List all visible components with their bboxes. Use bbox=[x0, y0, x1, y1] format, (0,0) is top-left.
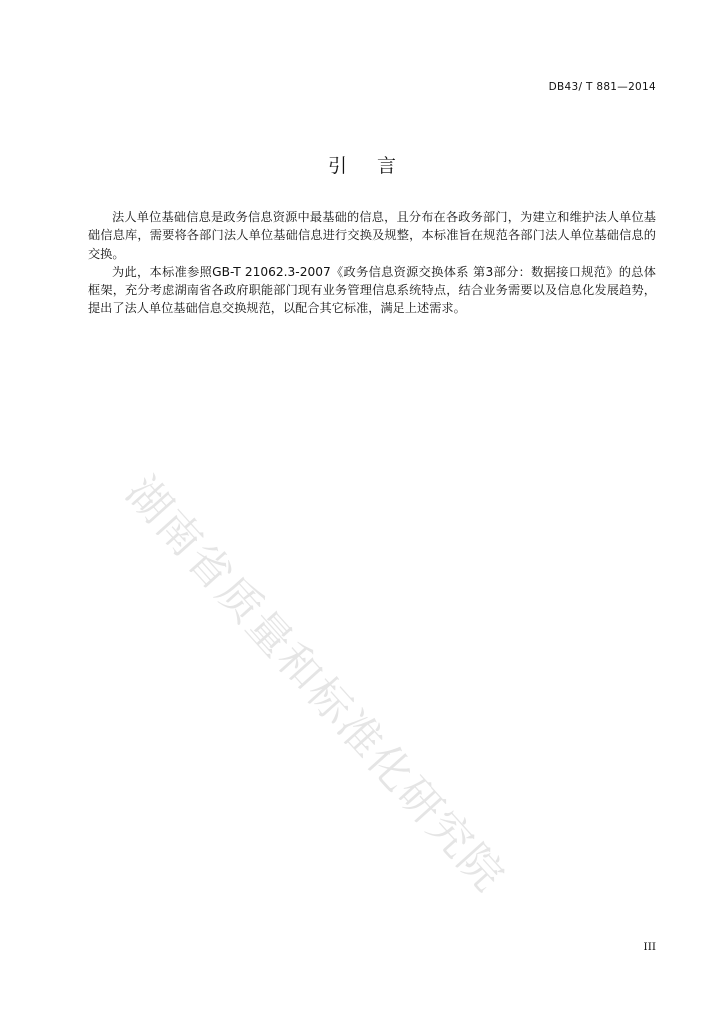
body-text bbox=[88, 208, 656, 318]
section-title: 引言 bbox=[327, 155, 426, 177]
paragraph: 为此，本标准参照GB-T 21062.3-2007《政务信息资源交换体系 第3部分：数据接口规范》的总体框架，充分考虑湖南省各政府职能部门现有业务管理信息系统特点，结合业务需要以及信息化发展趋势，提出了法人单位基础信息交换规范，以配合其它标准，满足上述需求。 bbox=[88, 264, 656, 316]
page-number: III bbox=[643, 941, 656, 953]
paragraph: 法人单位基础信息是政务信息资源中最基础的信息，且分布在各政务部门，为建立和维护法人单位基础信息库，需要将各部门法人单位基础信息进行交换及规整，本标准旨在规范各部门法人单位基础信息的交换。 bbox=[88, 210, 656, 261]
document-code: DB43/ T 881—2014 bbox=[548, 81, 656, 93]
watermark: 湖南省质量和标准化研究院 bbox=[115, 467, 515, 903]
